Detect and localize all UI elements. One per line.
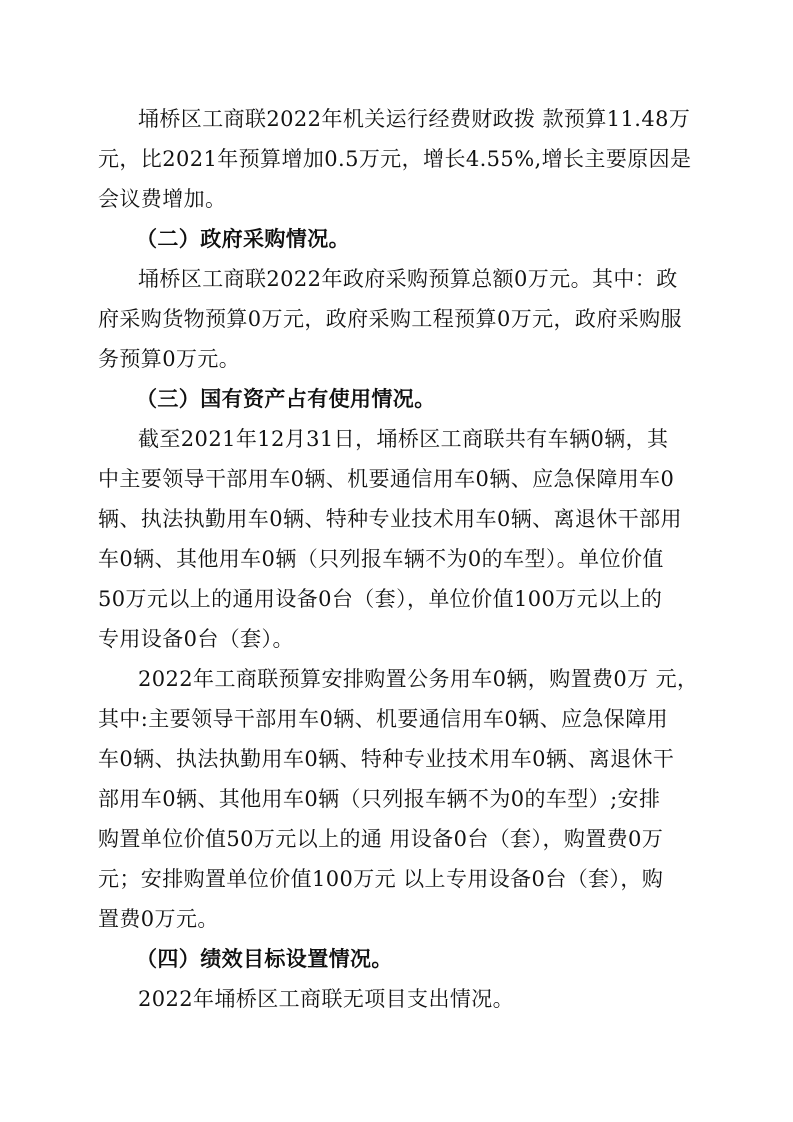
text-line: 2022年埇桥区工商联无项目支出情况。 bbox=[138, 987, 515, 1011]
section-heading-procurement: （二）政府采购情况。 bbox=[136, 227, 350, 251]
text-line: 元；安排购置单位价值100万元 以上专用设备0台（套），购 bbox=[98, 867, 664, 891]
text-line: 截至2021年12月31日，埇桥区工商联共有车辆0辆，其 bbox=[138, 427, 669, 451]
text-line: 府采购货物预算0万元，政府采购工程预算0万元，政府采购服 bbox=[98, 307, 682, 331]
text-line: 车0辆、执法执勤用车0辆、特种专业技术用车0辆、离退休干 bbox=[98, 747, 675, 771]
text-line: 50万元以上的通用设备0台（套），单位价值100万元以上的 bbox=[98, 587, 663, 611]
text-line: 埇桥区工商联2022年机关运行经费财政拨 款预算11.48万 bbox=[138, 107, 691, 131]
section-heading-performance: （四）绩效目标设置情况。 bbox=[136, 947, 393, 971]
text-line: 埇桥区工商联2022年政府采购预算总额0万元。其中：政 bbox=[138, 267, 678, 291]
text-line: 购置单位价值50万元以上的通 用设备0台（套），购置费0万 bbox=[98, 827, 664, 851]
text-line: 中主要领导干部用车0辆、机要通信用车0辆、应急保障用车0 bbox=[98, 467, 675, 491]
section-heading-assets: （三）国有资产占有使用情况。 bbox=[136, 387, 436, 411]
text-line: 置费0万元。 bbox=[98, 907, 219, 931]
text-line: 专用设备0台（套）。 bbox=[98, 627, 294, 651]
text-line: 车0辆、其他用车0辆（只列报车辆不为0的车型）。单位价值 bbox=[98, 547, 664, 571]
text-line: 部用车0辆、其他用车0辆（只列报车辆不为0的车型）;安排 bbox=[98, 787, 661, 811]
text-line: 会议费增加。 bbox=[98, 187, 227, 211]
text-line: 其中:主要领导干部用车0辆、机要通信用车0辆、应急保障用 bbox=[98, 707, 668, 731]
text-line: 2022年工商联预算安排购置公务用车0辆，购置费0万 元， bbox=[138, 667, 699, 691]
text-line: 辆、执法执勤用车0辆、特种专业技术用车0辆、离退休干部用 bbox=[98, 507, 682, 531]
text-line: 务预算0万元。 bbox=[98, 347, 241, 371]
text-line: 元，比2021年预算增加0.5万元，增长4.55%,增长主要原因是 bbox=[98, 147, 692, 171]
